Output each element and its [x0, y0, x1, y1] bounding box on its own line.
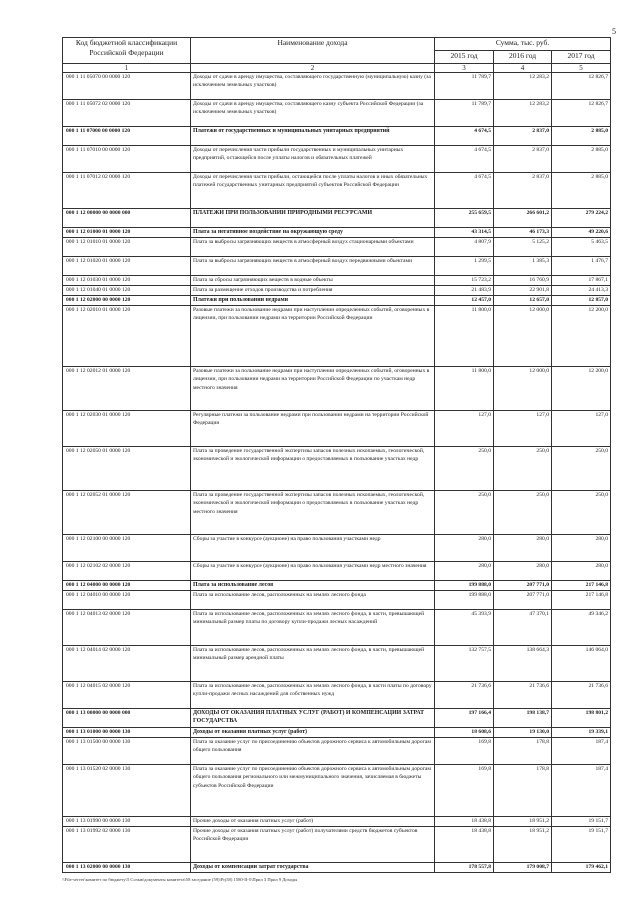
row-value-2017: 17 867,1 [552, 276, 611, 286]
row-value-2016: 12 000,0 [494, 306, 552, 367]
header-name: Наименование дохода [191, 38, 435, 64]
row-code: 000 1 11 07012 02 0000 120 [63, 173, 191, 209]
row-name: Плата за проведение государственной экспертизы запасов полезных ископаемых, геологической, экономической и экологической информации о предоставляемых в пользование участках недр местного значения [191, 491, 435, 535]
row-value-2016: 127,0 [494, 411, 552, 447]
row-code: 000 1 12 04013 02 0000 120 [63, 610, 191, 646]
row-name: Прочие доходы от оказания платных услуг (работ) [191, 817, 435, 827]
row-value-2016: 21 736,6 [494, 682, 552, 709]
row-value-2016: 250,0 [494, 447, 552, 491]
row-code: 000 1 12 04010 00 0000 120 [63, 591, 191, 610]
row-value-2016: 280,0 [494, 562, 552, 581]
row-code: 000 1 12 01040 01 0000 120 [63, 286, 191, 296]
table-row [63, 257, 611, 276]
row-value-2015: 4 674,5 [435, 146, 494, 173]
table-header [63, 38, 611, 73]
row-value-2015: 12 457,0 [435, 296, 494, 306]
row-value-2017: 49 220,6 [552, 228, 611, 238]
table-row [63, 238, 611, 257]
row-code: 000 1 12 04015 02 0000 120 [63, 682, 191, 709]
header-sum: Сумма, тыс. руб. [435, 38, 611, 51]
table-row [63, 562, 611, 581]
row-code: 000 1 11 05070 00 0000 120 [63, 73, 191, 100]
header-code: Код бюджетной классификации Российской Федерации [63, 38, 191, 64]
row-code: 000 1 13 01520 02 0000 130 [63, 765, 191, 817]
row-value-2015: 197 166,4 [435, 709, 494, 728]
row-value-2016: 12 657,0 [494, 296, 552, 306]
row-value-2017: 21 736,6 [552, 682, 611, 709]
row-value-2016: 12 000,0 [494, 367, 552, 411]
row-value-2016: 250,0 [494, 491, 552, 535]
table-row [63, 827, 611, 863]
row-value-2017: 1 476,7 [552, 257, 611, 276]
table-row [63, 173, 611, 209]
row-name: Разовые платежи за пользование недрами при наступлении определенных событий, оговоренных в лицензии, при пользовании недрами на территории Российской Федерации [191, 306, 435, 367]
row-code: 000 1 13 02000 00 0000 130 [63, 863, 191, 873]
row-value-2016: 2 837,0 [494, 127, 552, 146]
row-value-2017: 19 151,7 [552, 817, 611, 827]
table-row [63, 296, 611, 306]
row-value-2016: 280,0 [494, 535, 552, 562]
table-row [63, 591, 611, 610]
row-value-2017: 2 885,0 [552, 127, 611, 146]
table-row [63, 209, 611, 228]
row-name: Доходы от оказания платных услуг (работ) [191, 728, 435, 738]
row-value-2017: 5 463,5 [552, 238, 611, 257]
row-value-2015: 250,0 [435, 447, 494, 491]
header-num-4: 4 [494, 64, 552, 73]
row-value-2017: 217 146,8 [552, 591, 611, 610]
row-value-2017: 49 346,2 [552, 610, 611, 646]
row-value-2015: 280,0 [435, 562, 494, 581]
row-value-2016: 22 901,8 [494, 286, 552, 296]
row-name: Регулярные платежи за пользование недрами при пользовании недрами на территории Российской Федерации [191, 411, 435, 447]
row-value-2015: 11 789,7 [435, 100, 494, 127]
row-value-2015: 18 438,8 [435, 827, 494, 863]
row-value-2017: 250,0 [552, 447, 611, 491]
table-row [63, 709, 611, 728]
row-value-2015: 199 888,0 [435, 581, 494, 591]
table-row [63, 73, 611, 100]
row-name: Плата за использование лесов, расположенных на землях лесного фонда, в части, превышающей минимальный размер арендной платы [191, 646, 435, 682]
table-row [63, 581, 611, 591]
revenue-table [62, 37, 611, 873]
row-value-2017: 12 857,0 [552, 296, 611, 306]
row-code: 000 1 12 02052 01 0000 120 [63, 491, 191, 535]
row-code: 000 1 12 02010 01 0000 120 [63, 306, 191, 367]
row-value-2015: 11 800,0 [435, 367, 494, 411]
row-name: Сборы за участие в конкурсе (аукционе) на право пользования участками недр местного значения [191, 562, 435, 581]
table-row [63, 146, 611, 173]
row-value-2017: 187,4 [552, 738, 611, 765]
row-value-2015: 18 438,8 [435, 817, 494, 827]
row-code: 000 1 11 07010 00 0000 120 [63, 146, 191, 173]
row-code: 000 1 13 01990 00 0000 130 [63, 817, 191, 827]
row-value-2017: 12 200,0 [552, 306, 611, 367]
row-value-2015: 4 674,5 [435, 127, 494, 146]
row-value-2015: 169,8 [435, 738, 494, 765]
row-name: Платежи от государственных и муниципальных унитарных предприятий [191, 127, 435, 146]
row-value-2015: 21 483,9 [435, 286, 494, 296]
row-name: Плата за выбросы загрязняющих веществ в атмосферный воздух передвижными объектами [191, 257, 435, 276]
row-value-2015: 199 888,0 [435, 591, 494, 610]
row-code: 000 1 11 05072 02 0000 120 [63, 100, 191, 127]
row-value-2017: 2 885,0 [552, 173, 611, 209]
row-value-2017: 12 200,0 [552, 367, 611, 411]
row-value-2015: 21 736,6 [435, 682, 494, 709]
row-value-2016: 46 173,3 [494, 228, 552, 238]
row-value-2015: 178 557,8 [435, 863, 494, 873]
table-row [63, 535, 611, 562]
row-code: 000 1 12 02030 01 0000 120 [63, 411, 191, 447]
row-code: 000 1 12 01010 01 0000 120 [63, 238, 191, 257]
row-value-2015: 1 299,5 [435, 257, 494, 276]
table-row [63, 863, 611, 873]
header-year-2017: 2017 год [552, 51, 611, 64]
row-value-2017: 127,0 [552, 411, 611, 447]
header-num-2: 2 [191, 64, 435, 73]
row-value-2017: 19 339,1 [552, 728, 611, 738]
row-name: ДОХОДЫ ОТ ОКАЗАНИЯ ПЛАТНЫХ УСЛУГ (РАБОТ) И КОМПЕНСАЦИИ ЗАТРАТ ГОСУДАРСТВА [191, 709, 435, 728]
row-value-2016: 16 760,9 [494, 276, 552, 286]
row-value-2015: 43 314,5 [435, 228, 494, 238]
row-value-2017: 280,0 [552, 562, 611, 581]
row-code: 000 1 12 04014 02 0000 120 [63, 646, 191, 682]
row-value-2015: 250,0 [435, 491, 494, 535]
row-code: 000 1 12 02102 02 0000 120 [63, 562, 191, 581]
table-row [63, 100, 611, 127]
row-value-2016: 2 837,0 [494, 146, 552, 173]
row-value-2016: 266 601,2 [494, 209, 552, 228]
row-code: 000 1 13 01992 02 0000 130 [63, 827, 191, 863]
row-code: 000 1 11 07000 00 0000 120 [63, 127, 191, 146]
row-code: 000 1 13 01500 00 0000 130 [63, 738, 191, 765]
table-row [63, 127, 611, 146]
row-value-2016: 5 125,2 [494, 238, 552, 257]
row-value-2017: 250,0 [552, 491, 611, 535]
row-value-2017: 12 826,7 [552, 73, 611, 100]
row-name: Доходы от сдачи в аренду имущества, составляющего государственную (муниципальную) казну (за исключением земельных участков) [191, 73, 435, 100]
table-row [63, 491, 611, 535]
table-row [63, 817, 611, 827]
row-value-2015: 11 800,0 [435, 306, 494, 367]
row-value-2016: 18 951,2 [494, 827, 552, 863]
row-name: Платежи при пользовании недрами [191, 296, 435, 306]
row-name: Плата за использование лесов, расположенных на землях лесного фонда, в части платы по договору купли-продажи лесных насаждений для собственных нужд [191, 682, 435, 709]
header-num-1: 1 [63, 64, 191, 73]
row-value-2017: 2 885,0 [552, 146, 611, 173]
row-name: Плата за негативное воздействие на окружающую среду [191, 228, 435, 238]
row-value-2015: 255 659,5 [435, 209, 494, 228]
table-row [63, 765, 611, 817]
row-name: Плата за выбросы загрязняющих веществ в атмосферный воздух стационарными объектами [191, 238, 435, 257]
row-name: Доходы от перечисления части прибыли государственных и муниципальных унитарных предприятий, остающейся после уплаты налогов и обязательных платежей [191, 146, 435, 173]
row-value-2016: 2 837,0 [494, 173, 552, 209]
row-code: 000 1 12 02100 00 0000 120 [63, 535, 191, 562]
row-code: 000 1 12 01030 01 0000 120 [63, 276, 191, 286]
table-row [63, 411, 611, 447]
header-year-2016: 2016 год [494, 51, 552, 64]
row-value-2017: 12 826,7 [552, 100, 611, 127]
table-body [63, 73, 611, 873]
row-code: 000 1 12 01020 01 0000 120 [63, 257, 191, 276]
row-value-2016: 178,8 [494, 765, 552, 817]
row-name: Плата за использование лесов [191, 581, 435, 591]
row-value-2017: 198 801,2 [552, 709, 611, 728]
row-value-2015: 18 608,6 [435, 728, 494, 738]
row-name: Плата за оказание услуг по присоединению объектов дорожного сервиса к автомобильным дорогам общего пользования регионального или межмуниципального значения, зачисляемая в бюджеты субъектов Российской Федерации [191, 765, 435, 817]
row-name: Плата за использование лесов, расположенных на землях лесного фонда, в части, превышающей минимальный размер платы по договору купли-продажи лесных насаждений [191, 610, 435, 646]
row-value-2017: 19 151,7 [552, 827, 611, 863]
row-value-2017: 187,4 [552, 765, 611, 817]
row-value-2015: 169,8 [435, 765, 494, 817]
row-name: ПЛАТЕЖИ ПРИ ПОЛЬЗОВАНИИ ПРИРОДНЫМИ РЕСУРСАМИ [191, 209, 435, 228]
row-value-2016: 207 771,0 [494, 581, 552, 591]
row-value-2017: 146 064,0 [552, 646, 611, 682]
table-row [63, 646, 611, 682]
row-value-2015: 45 393,9 [435, 610, 494, 646]
row-name: Плата за сбросы загрязняющих веществ в водные объекты [191, 276, 435, 286]
table-row [63, 286, 611, 296]
row-code: 000 1 13 00000 00 0000 000 [63, 709, 191, 728]
row-value-2015: 280,0 [435, 535, 494, 562]
row-name: Доходы от перечисления части прибыли, остающейся после уплаты налогов и иных обязательных платежей государственных унитарных предприятий субъектов Российской Федерации [191, 173, 435, 209]
row-name: Плата за использование лесов, расположенных на землях лесного фонда [191, 591, 435, 610]
row-value-2017: 280,0 [552, 535, 611, 562]
row-value-2016: 12 283,2 [494, 73, 552, 100]
table-row [63, 228, 611, 238]
row-value-2016: 198 138,7 [494, 709, 552, 728]
file-path-footer: \\File-server\комитет по бюджету\5 Созыв\документы комитета\58 заседание (59)\Prj58) 1580-II-5\Прил 3 Прил 9 Доходы [62, 877, 298, 882]
row-code: 000 1 12 00000 00 0000 000 [63, 209, 191, 228]
row-name: Плата за оказание услуг по присоединению объектов дорожного сервиса к автомобильным дорогам общего пользования [191, 738, 435, 765]
row-value-2017: 279 224,2 [552, 209, 611, 228]
row-code: 000 1 12 04000 00 0000 120 [63, 581, 191, 591]
row-value-2017: 179 462,1 [552, 863, 611, 873]
row-name: Плата за размещение отходов производства и потребления [191, 286, 435, 296]
row-name: Прочие доходы от оказания платных услуг (работ) получателями средств бюджетов субъектов Российской Федерации [191, 827, 435, 863]
table-row [63, 682, 611, 709]
row-value-2015: 127,0 [435, 411, 494, 447]
row-name: Доходы от сдачи в аренду имущества, составляющего казну субъекта Российской Федерации (за исключением земельных участков) [191, 100, 435, 127]
row-value-2016: 12 283,2 [494, 100, 552, 127]
row-code: 000 1 12 02050 01 0000 120 [63, 447, 191, 491]
row-code: 000 1 12 02000 00 0000 120 [63, 296, 191, 306]
row-value-2016: 179 008,7 [494, 863, 552, 873]
table-row [63, 367, 611, 411]
table-row [63, 276, 611, 286]
row-value-2015: 4 807,9 [435, 238, 494, 257]
row-value-2015: 11 789,7 [435, 73, 494, 100]
row-value-2016: 207 771,0 [494, 591, 552, 610]
row-value-2016: 1 385,3 [494, 257, 552, 276]
row-name: Разовые платежи за пользование недрами при наступлении определенных событий, оговоренных в лицензии, при пользовании недрами на территории Российской Федерации по участкам недр местного значения [191, 367, 435, 411]
table-row [63, 738, 611, 765]
row-value-2017: 217 146,8 [552, 581, 611, 591]
header-num-3: 3 [435, 64, 494, 73]
row-value-2015: 132 757,5 [435, 646, 494, 682]
row-code: 000 1 13 01000 00 0000 130 [63, 728, 191, 738]
row-name: Сборы за участие в конкурсе (аукционе) на право пользования участками недр [191, 535, 435, 562]
row-value-2016: 178,8 [494, 738, 552, 765]
row-value-2015: 15 723,2 [435, 276, 494, 286]
table-row [63, 306, 611, 367]
table-row [63, 728, 611, 738]
row-code: 000 1 12 02012 01 0000 120 [63, 367, 191, 411]
page-number: 5 [612, 27, 616, 36]
row-value-2015: 4 674,5 [435, 173, 494, 209]
row-value-2016: 138 664,3 [494, 646, 552, 682]
row-name: Доходы от компенсации затрат государства [191, 863, 435, 873]
table-row [63, 610, 611, 646]
row-value-2016: 18 951,2 [494, 817, 552, 827]
header-year-2015: 2015 год [435, 51, 494, 64]
table-row [63, 447, 611, 491]
row-value-2016: 19 130,0 [494, 728, 552, 738]
row-code: 000 1 12 01000 01 0000 120 [63, 228, 191, 238]
row-value-2016: 47 370,1 [494, 610, 552, 646]
row-value-2017: 24 413,3 [552, 286, 611, 296]
row-name: Плата за проведение государственной экспертизы запасов полезных ископаемых, геологической, экономической и экологической информации о предоставляемых в пользование участках недр [191, 447, 435, 491]
header-num-5: 5 [552, 64, 611, 73]
